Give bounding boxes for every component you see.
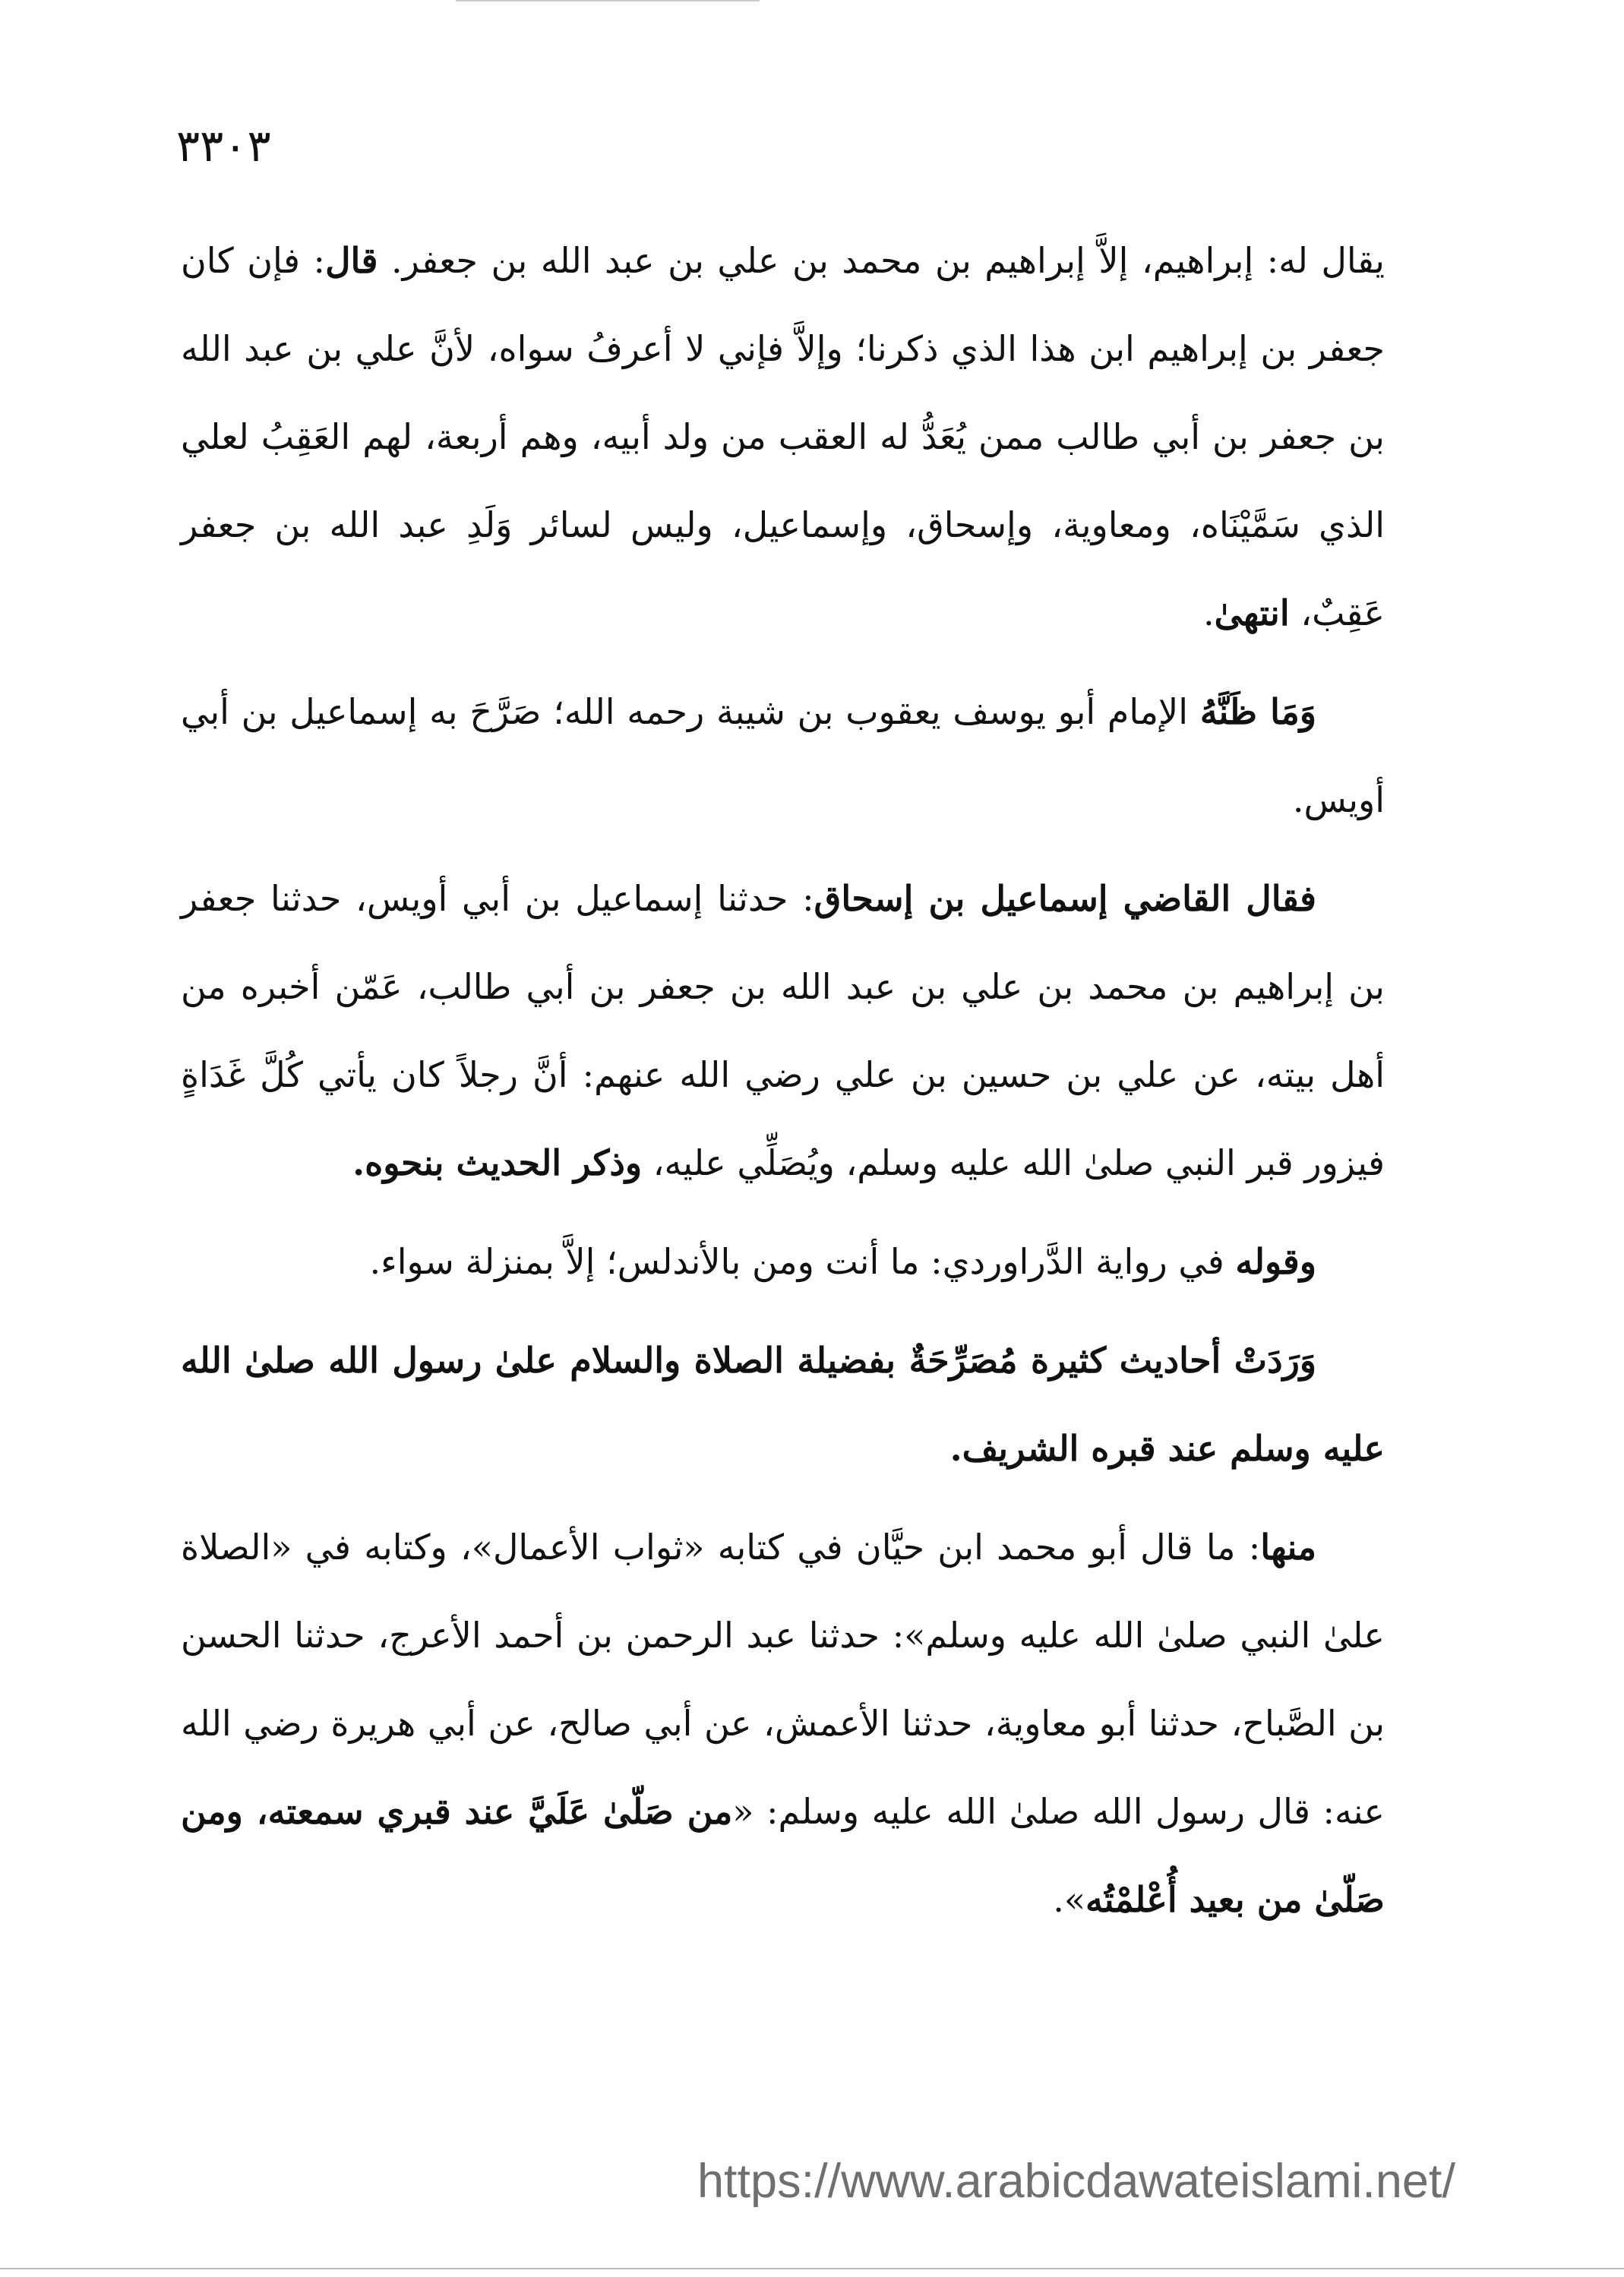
text-run: : حدثنا إسماعيل بن أبي أويس، حدثنا جعفر بن إبراهيم بن محمد بن علي بن عبد الله بن جعفر بن أبي طالب، عَمّن أخبره من أهل بيته، عن علي بن حسين بن علي رضي الله عنهم: أنَّ رجلاً كان يأتي كُلَّ غَدَاةٍ فيزور قبر النبي صلىٰ الله عليه وسلم، ويُصَلِّي عليه،	[181, 878, 1385, 1183]
paragraph-p6	[181, 1503, 1385, 1944]
text-run: : ما قال أبو محمد ابن حيَّان في كتابه «ثواب الأعمال»، وكتابه في «الصلاة علىٰ النبي صلىٰ الله عليه وسلم»: حدثنا عبد الرحمن بن أحمد الأعرج، حدثنا الحسن بن الصَّباح، حدثنا أبو معاوية، حدثنا الأعمش، عن أبي صالح، عن أبي هريرة رضي الله عنه: قال رسول الله صلىٰ الله عليه وسلم: «	[181, 1527, 1385, 1832]
text-run: .	[1203, 592, 1215, 633]
paragraph-p4	[181, 1217, 1385, 1306]
text-run: ».	[1053, 1879, 1086, 1920]
paragraph-p1	[181, 216, 1385, 657]
bold-text-run: وَمَا ظَنَّهُ	[1199, 691, 1316, 732]
bold-text-run: فقال القاضي إسماعيل بن إسحاق	[814, 878, 1316, 919]
bold-text-run: من صَلّىٰ عَلَيَّ عند قبري سمعته، ومن صَلّىٰ من بعيد أُعْلمْتُه	[181, 1791, 1385, 1920]
bold-text-run: قال	[325, 240, 378, 281]
bold-text-run: انتهىٰ	[1214, 592, 1290, 633]
body-text	[181, 216, 1385, 1954]
paragraph-p3	[181, 854, 1385, 1207]
bold-text-run: وذكر الحديث بنحوه.	[352, 1142, 643, 1183]
text-run: يقال له: إبراهيم، إلاَّ إبراهيم بن محمد بن علي بن عبد الله بن جعفر.	[378, 240, 1385, 281]
text-run: في رواية الدَّراوردي: ما أنت ومن بالأندلس؛ إلاَّ بمنزلة سواء.	[369, 1241, 1236, 1282]
page-number: ٣٣٠٣	[176, 120, 271, 172]
bold-text-run: وقوله	[1235, 1241, 1316, 1282]
text-run: الإمام أبو يوسف يعقوب بن شيبة رحمه الله؛ صَرَّحَ به إسماعيل بن أبي أويس.	[181, 691, 1385, 820]
text-run: : فإن كان جعفر بن إبراهيم ابن هذا الذي ذكرنا؛ وإلاَّ فإني لا أعرفُ سواه، لأنَّ علي بن عبد الله بن جعفر بن أبي طالب ممن يُعَدُّ له العقب من ولد أبيه، وهم أربعة، لهم العَقِبُ لعلي الذي سَمَّيْنَاه، ومعاوية، وإسحاق، وإسماعيل، وليس لسائر وَلَدِ عبد الله بن جعفر عَقِبٌ،	[181, 240, 1385, 633]
top-edge-line	[456, 0, 760, 2]
watermark-url[interactable]: https://www.arabicdawateislami.net/	[697, 2155, 1455, 2208]
bottom-edge-line	[0, 2268, 1624, 2269]
bold-text-run: منها	[1260, 1527, 1316, 1568]
bold-text-run: وَرَدَتْ أحاديث كثيرة مُصَرِّحَةٌ بفضيلة الصلاة والسلام علىٰ رسول الله صلىٰ الله عليه وسلم عند قبره الشريف.	[181, 1340, 1385, 1469]
paragraph-p5	[181, 1316, 1385, 1492]
paragraph-p2	[181, 668, 1385, 844]
